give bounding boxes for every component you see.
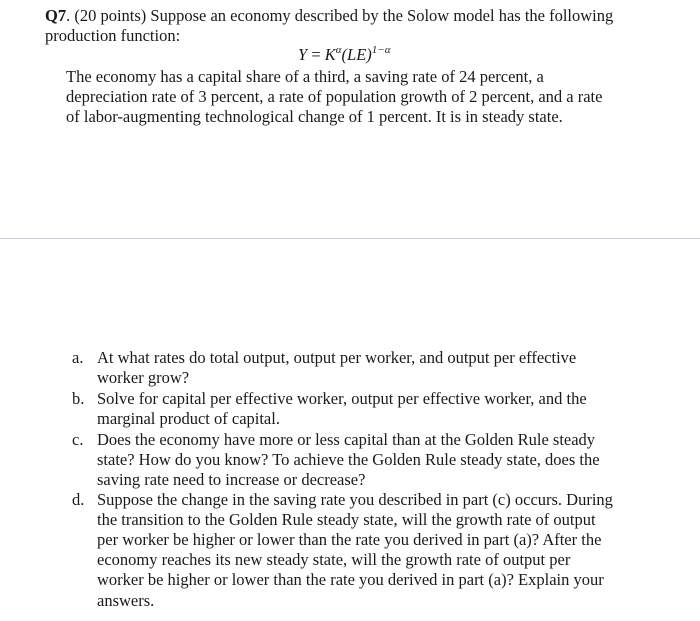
part-d-line: answers. (97, 591, 155, 610)
part-d-line: worker be higher or lower than the rate you derived in part (a)? Explain your (97, 570, 604, 589)
formula-capital-exponent: α (335, 44, 342, 56)
part-c-line: state? How do you know? To achieve the Golden Rule steady state, does the (97, 450, 600, 469)
formula-output-symbol: Y (298, 45, 308, 64)
part-b-line: marginal product of capital. (97, 409, 280, 428)
part-c-line: saving rate need to increase or decrease? (97, 470, 366, 489)
formula-labor-term: (LE) (341, 45, 372, 64)
question-intro (45, 6, 613, 26)
question-intro-line1: . (20 points) Suppose an economy described by the Solow model has the following (66, 6, 614, 25)
description-line: depreciation rate of 3 percent, a rate of population growth of 2 percent, and a rate (66, 87, 603, 106)
part-a-line: worker grow? (97, 368, 190, 387)
description-line: The economy has a capital share of a third, a saving rate of 24 percent, a (66, 67, 544, 86)
part-d-line: Suppose the change in the saving rate you described in part (c) occurs. During (97, 490, 613, 509)
question-intro-line2: production function: (45, 26, 181, 45)
question-number: Q7 (45, 6, 67, 25)
formula-capital-symbol: K (324, 45, 336, 64)
production-function-formula (298, 45, 391, 65)
section-divider (0, 238, 700, 239)
formula-equals: = (311, 45, 321, 64)
part-b-label: b. (72, 389, 85, 408)
part-d-line: per worker be higher or lower than the rate you derived in part (a)? After the (97, 530, 602, 549)
part-c-label: c. (72, 430, 84, 449)
part-b-line: Solve for capital per effective worker, output per effective worker, and the (97, 389, 587, 408)
description-line: of labor-augmenting technological change of 1 percent. It is in steady state. (66, 107, 563, 126)
formula-labor-exponent: 1−α (371, 44, 391, 56)
part-d-line: economy reaches its new steady state, will the growth rate of output per (97, 550, 571, 569)
part-a-label: a. (72, 348, 84, 367)
part-d-line: the transition to the Golden Rule steady state, will the growth rate of output (97, 510, 596, 529)
part-a-line: At what rates do total output, output per worker, and output per effective (97, 348, 577, 367)
part-c-line: Does the economy have more or less capital than at the Golden Rule steady (97, 430, 596, 449)
part-d-label: d. (72, 490, 85, 509)
